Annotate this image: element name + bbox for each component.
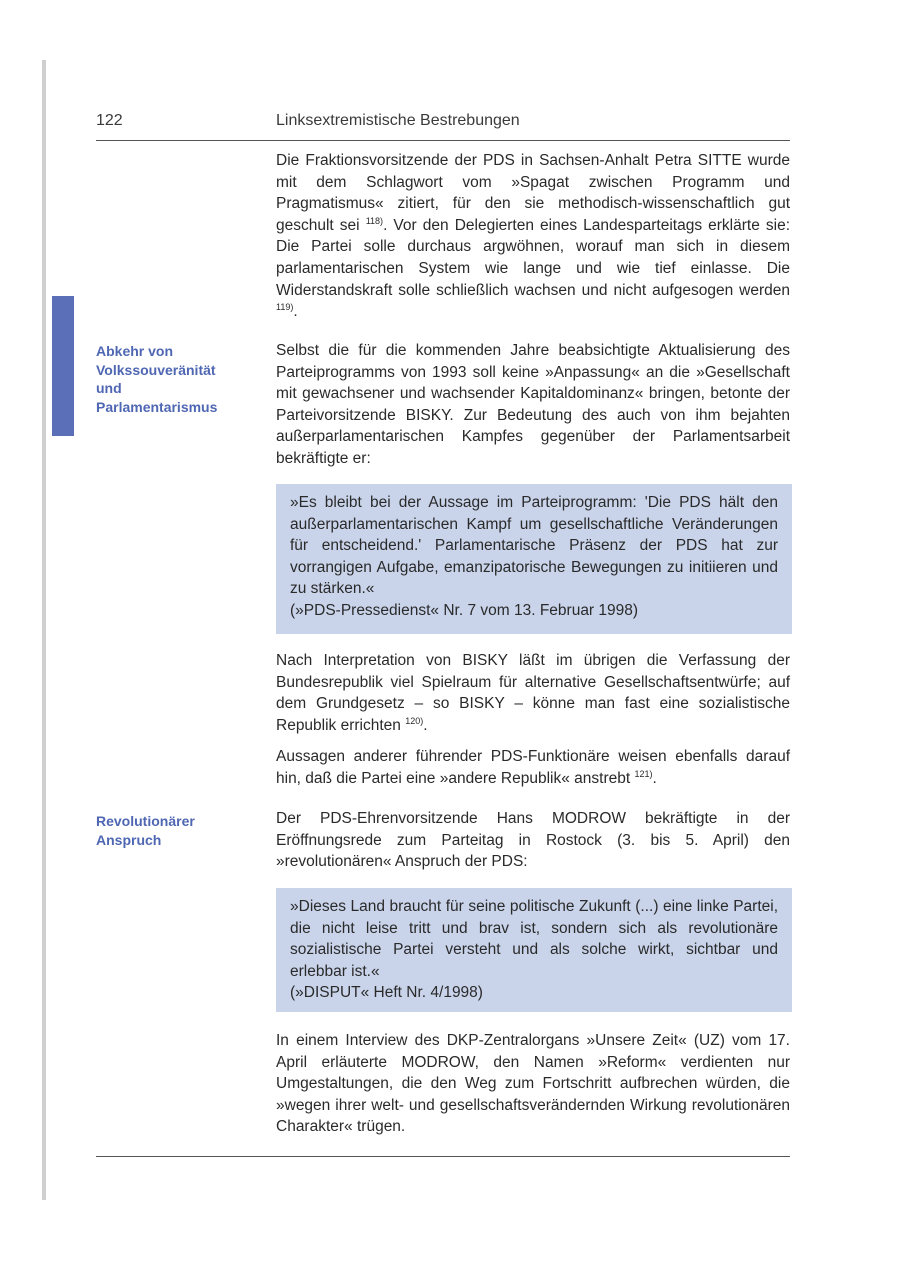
paragraph-republik xyxy=(276,746,790,789)
sidenote-abkehr xyxy=(96,342,246,416)
paragraph-bisky: Selbst die für die kommenden Jahre beabsichtigte Aktualisierung des Parteiprogramms von 1993 soll keine »Anpassung« an die »Gesellschaft mit gewachsener und wachsender Kapitaldominanz« bringen, betonte der Parteivorsitzende BISKY. Zur Bedeutung des auch von ihm bejahten außerparlamentarischen Kampfes gegenüber der Parlamentsarbeit bekräftigte er: xyxy=(276,342,790,467)
paragraph-text: . xyxy=(652,769,657,787)
sidenote-line: Anspruch xyxy=(96,831,162,848)
footnote-ref: 118) xyxy=(365,215,384,226)
running-title: Linksextremistische Bestrebungen xyxy=(276,112,520,129)
page-header xyxy=(96,110,790,141)
paragraph-text: . Vor den Delegierten eines Landesparteitags erklärte sie: Die Partei solle durchaus argwöhnen, worauf man sich in diesem parlamentarischen System wie lange und wie tief einlasse. Die Widerstandskraft solle schließlich wachsen und nicht aufgesogen werden xyxy=(276,216,791,299)
sidenote-line: Abkehr von xyxy=(96,343,174,359)
paragraph-verfassung xyxy=(276,650,790,736)
page-number: 122 xyxy=(96,112,123,129)
sidenote-line: und xyxy=(96,380,122,396)
quote-box-disput xyxy=(276,888,792,1012)
footnote-ref: 119) xyxy=(276,302,294,313)
quote-source: (»DISPUT« Heft Nr. 4/1998) xyxy=(290,984,483,1002)
page-edge-shadow xyxy=(42,60,46,1200)
paragraph-text: . xyxy=(423,716,428,734)
paragraph-text: Nach Interpretation von BISKY läßt im übrigen die Verfassung der Bundesrepublik viel Spielraum für alternative Gesellschaftsentwürfe; auf dem Grundgesetz – so BISKY – könne man fast eine sozialistische Republik errichten xyxy=(276,652,790,734)
footnote-ref: 121) xyxy=(634,768,653,779)
sidenote-line: Parlamentarismus xyxy=(96,398,218,415)
paragraph-text: Die Fraktionsvorsitzende der PDS in Sachsen-Anhalt Petra SITTE wurde mit dem Schlagwort vom »Spagat zwischen Programm und Pragmatismus« zitiert, für den sie methodisch-wissenschaftlich gut geschult sei xyxy=(276,152,790,234)
footnote-ref: 120) xyxy=(405,715,424,726)
sidenote-revolution xyxy=(96,812,246,849)
margin-marker-bar xyxy=(52,296,74,436)
quote-text: »Es bleibt bei der Aussage im Parteiprogramm: 'Die PDS hält den außerparlamentarischen Kampf um gesellschaftliche Veränderungen für entscheidend.' Parlamentarische Präsenz der PDS hat zur vorrangigen Aufgabe, emanzipatorische Bewegungen zu initiieren und zu stärken.« xyxy=(290,494,778,598)
footer-rule xyxy=(96,1156,790,1157)
sidenote-line: Revolutionärer xyxy=(96,813,195,829)
quote-box-pds xyxy=(276,484,792,634)
sidenote-line: Volkssouveränität xyxy=(96,361,216,378)
quote-text: »Dieses Land braucht für seine politische Zukunft (...) eine linke Partei, die nicht leise tritt und brav ist, sondern sich als revolutionäre sozialistische Partei versteht und als solche wirkt, sichtbar und erlebbar ist.« xyxy=(290,898,778,980)
paragraph-sitte xyxy=(276,150,790,323)
paragraph-uz-interview: In einem Interview des DKP-Zentralorgans »Unsere Zeit« (UZ) vom 17. April erläuterte MODROW, den Namen »Reform« verdienten nur Umgestaltungen, die den Weg zum Fortschritt aufbrechen würden, die »wegen ihrer welt- und gesellschaftsverändernden Wirkung revolutionären Charakter« trügen. xyxy=(276,1032,790,1136)
paragraph-text: Aussagen anderer führender PDS-Funktionäre weisen ebenfalls darauf hin, daß die Partei eine »andere Republik« anstrebt xyxy=(276,748,790,787)
paragraph-text: . xyxy=(293,303,298,321)
paragraph-modrow: Der PDS-Ehrenvorsitzende Hans MODROW bekräftigte in der Eröffnungsrede zum Parteitag in Rostock (3. bis 5. April) den »revolutionären« Anspruch der PDS: xyxy=(276,810,790,871)
quote-source: (»PDS-Pressedienst« Nr. 7 vom 13. Februar 1998) xyxy=(290,601,639,619)
